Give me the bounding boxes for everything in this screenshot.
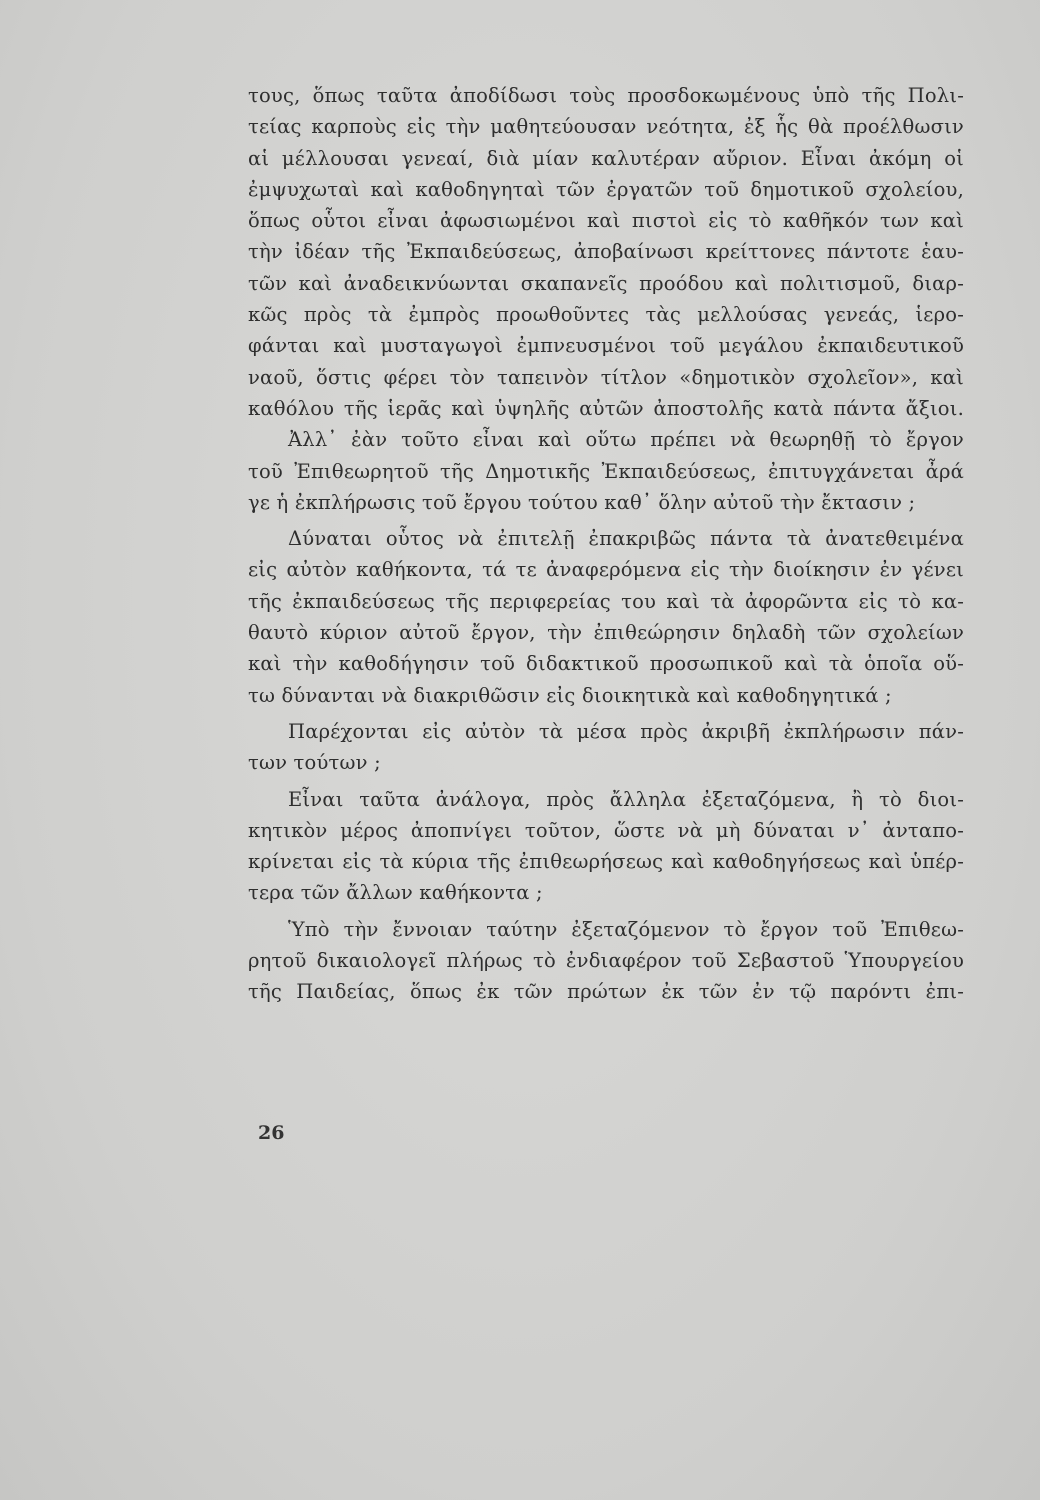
text-line: τῆς Παιδείας, ὅπως ἐκ τῶν πρώτων ἐκ τῶν ἐν τῷ παρόντι ἐπι- [248, 980, 964, 1004]
text-line: θαυτὸ κύριον αὐτοῦ ἔργον, τὴν ἐπιθεώρησιν δηλαδὴ τῶν σχολείων [248, 621, 964, 645]
text-line: Εἶναι ταῦτα ἀνάλογα, πρὸς ἄλληλα ἐξεταζόμενα, ἢ τὸ διοι- [288, 787, 964, 811]
text-line: Ὑπὸ τὴν ἔννοιαν ταύτην ἐξεταζόμενον τὸ ἔργον τοῦ Ἐπιθεω- [288, 917, 964, 941]
text-line: τους, ὅπως ταῦτα ἀποδίδωσι τοὺς προσδοκωμένους ὑπὸ τῆς Πολι- [248, 84, 964, 107]
text-line: τερα τῶν ἄλλων καθήκοντα ; [248, 881, 543, 905]
text-line: ὅπως οὗτοι εἶναι ἀφωσιωμένοι καὶ πιστοὶ εἰς τὸ καθῆκόν των καὶ [248, 209, 964, 233]
text-line: τοῦ Ἐπιθεωρητοῦ τῆς Δημοτικῆς Ἐκπαιδεύσεως, ἐπιτυγχάνεται ἆρά [248, 459, 964, 483]
text-line: τείας καρποὺς εἰς τὴν μαθητεύουσαν νεότητα, ἐξ ἧς θὰ προέλθωσιν [248, 115, 964, 139]
text-line: τῆς ἐκπαιδεύσεως τῆς περιφερείας του καὶ τὰ ἀφορῶντα εἰς τὸ κα- [248, 589, 964, 613]
text-line: τω δύνανται νὰ διακριθῶσιν εἰς διοικητικὰ καὶ καθοδηγητικά ; [248, 683, 892, 707]
paragraph [248, 716, 964, 779]
text-line: τὴν ἰδέαν τῆς Ἐκπαιδεύσεως, ἀποβαίνωσι κρείττονες πάντοτε ἑαυ- [248, 240, 964, 264]
text-line: Ἀλλ᾽ ἐὰν τοῦτο εἶναι καὶ οὕτω πρέπει νὰ θεωρηθῇ τὸ ἔργον [288, 428, 964, 452]
paragraph [248, 784, 964, 909]
text-line: φάνται καὶ μυσταγωγοὶ ἐμπνευσμένοι τοῦ μεγάλου ἐκπαιδευτικοῦ [248, 334, 964, 358]
body-text [248, 80, 964, 1008]
text-line: καὶ τὴν καθοδήγησιν τοῦ διδακτικοῦ προσωπικοῦ καὶ τὰ ὁποῖα οὕ- [248, 652, 964, 676]
text-line: καθόλου τῆς ἱερᾶς καὶ ὑψηλῆς αὐτῶν ἀποστολῆς κατὰ πάντα ἄξιοι. [248, 396, 964, 420]
text-line: ρητοῦ δικαιολογεῖ πλήρως τὸ ἐνδιαφέρον τοῦ Σεβαστοῦ Ὑπουργείου [248, 949, 964, 973]
text-line: κῶς πρὸς τὰ ἐμπρὸς προωθοῦντες τὰς μελλούσας γενεάς, ἱερο- [248, 303, 964, 327]
page-number: 26 [258, 1122, 285, 1144]
text-line: ἐμψυχωταὶ καὶ καθοδηγηταὶ τῶν ἐργατῶν τοῦ δημοτικοῦ σχολείου, [248, 177, 964, 201]
text-line: κρίνεται εἰς τὰ κύρια τῆς ἐπιθεωρήσεως καὶ καθοδηγήσεως καὶ ὑπέρ- [248, 850, 964, 874]
text-line: γε ἡ ἐκπλήρωσις τοῦ ἔργου τούτου καθ᾽ ὅλην αὐτοῦ τὴν ἔκτασιν ; [248, 490, 916, 514]
text-line: των τούτων ; [248, 751, 381, 775]
text-line: Παρέχονται εἰς αὐτὸν τὰ μέσα πρὸς ἀκριβῆ ἐκπλήρωσιν πάν- [288, 719, 964, 743]
text-line: Δύναται οὗτος νὰ ἐπιτελῇ ἐπακριβῶς πάντα τὰ ἀνατεθειμένα [288, 527, 964, 551]
text-line: τῶν καὶ ἀναδεικνύωνται σκαπανεῖς προόδου καὶ πολιτισμοῦ, διαρ- [248, 271, 964, 295]
paragraph [248, 523, 964, 711]
text-line: εἰς αὐτὸν καθήκοντα, τά τε ἀναφερόμενα εἰς τὴν διοίκησιν ἐν γένει [248, 558, 964, 582]
paragraph [248, 80, 964, 424]
paragraph [248, 424, 964, 518]
paragraph [248, 914, 964, 1008]
text-line: ναοῦ, ὅστις φέρει τὸν ταπεινὸν τίτλον «δημοτικὸν σχολεῖον», καὶ [248, 365, 964, 389]
text-line: αἱ μέλλουσαι γενεαί, διὰ μίαν καλυτέραν αὔριον. Εἶναι ἀκόμη οἱ [248, 146, 964, 170]
text-line: κητικὸν μέρος ἀποπνίγει τοῦτον, ὥστε νὰ μὴ δύναται ν᾽ ἀνταπο- [248, 818, 964, 842]
